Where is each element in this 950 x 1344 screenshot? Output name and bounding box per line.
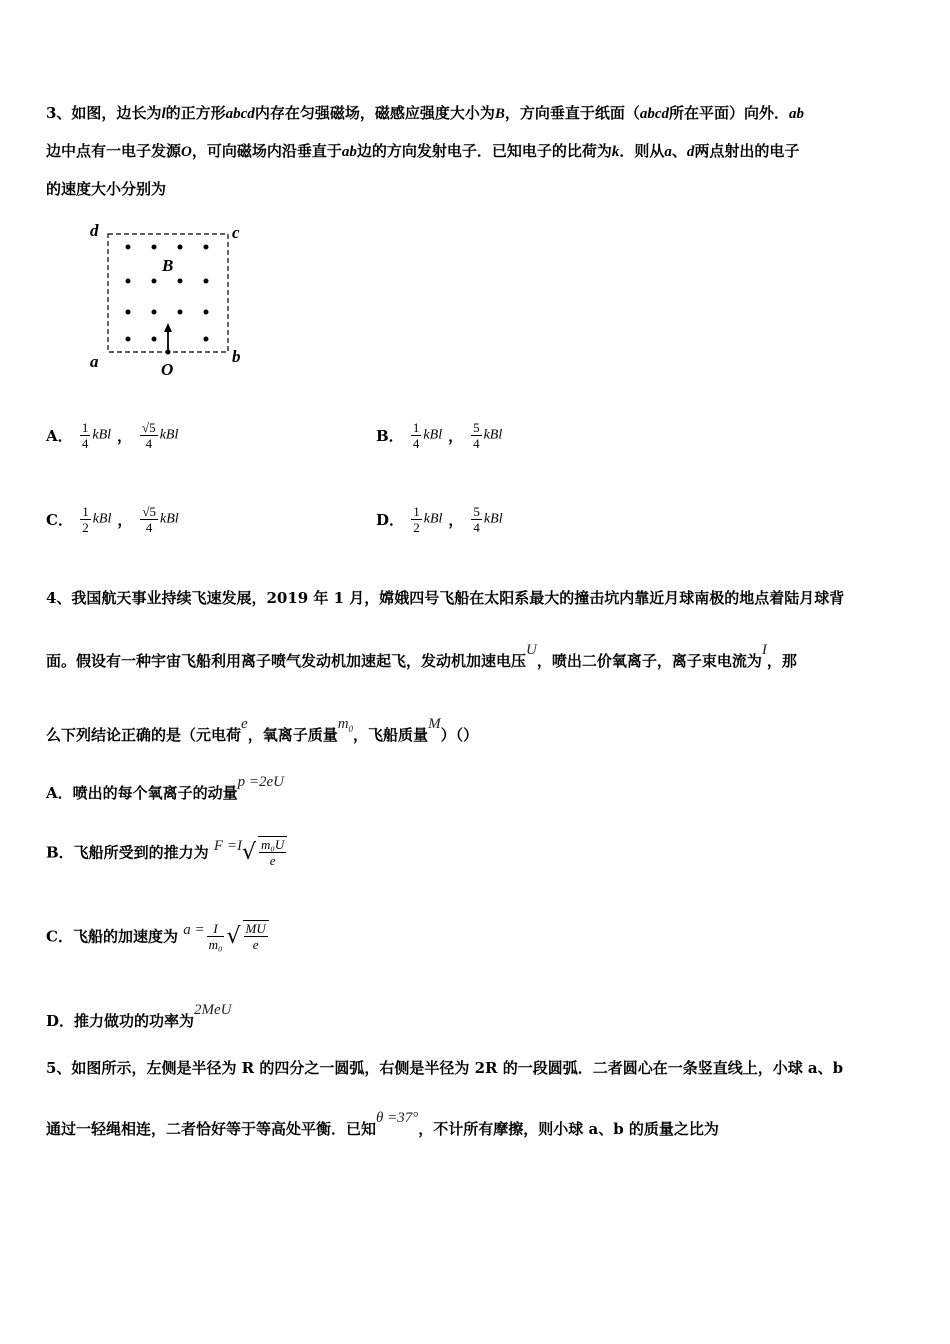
q3-line-3: 的速度大小分别为 xyxy=(46,180,167,198)
q4-option-b[interactable]: B．飞船所受到的推力为 F =I√ $\frac{\text{m₀U}}{e}$ xyxy=(46,836,289,868)
q4-line-2: 面。假设有一种宇宙飞船利用离子喷气发动机加速起飞，发动机加速电压U，喷出二价氧离子，离子束电流为I，那 xyxy=(46,642,797,670)
label-B: B xyxy=(162,256,174,275)
q5-line-1: 5、如图所示，左侧是半径为 R 的四分之一圆弧，右侧是半径为 2R 的一段圆弧．二者圆心在一条竖直线上，小球 a、b xyxy=(46,1059,844,1077)
q4-option-d[interactable]: D．推力做功的功率为2MeU xyxy=(46,1002,232,1030)
q3-option-b[interactable]: B． $\frac{1}{4}$ kBl ， $\frac{5}{4}$ kBl xyxy=(376,420,503,451)
q4-line-1: 4、我国航天事业持续飞速发展，2019 年 1 月，嫦娥四号飞船在太阳系最大的撞击坑内靠近月球南极的地点着陆月球背 xyxy=(46,589,845,607)
fraction: $\frac{5}{4}$ xyxy=(473,420,480,451)
fraction: $\frac{√5}{4}$ xyxy=(142,504,156,535)
label-c: c xyxy=(232,223,240,242)
q4-option-c[interactable]: C．飞船的加速度为 a = $\frac{I}{\text{m₀}}$ √ $\frac{MU}{e}$ xyxy=(46,920,271,952)
q3-option-d[interactable]: D． $\frac{1}{2}$ kBl ， $\frac{5}{4}$ kBl xyxy=(376,504,503,535)
fraction: $\frac{1}{4}$ xyxy=(412,420,420,451)
fraction: $\frac{I}{\text{m₀}}$ xyxy=(208,920,223,952)
label-O: O xyxy=(161,360,174,379)
q3-option-c[interactable]: C． $\frac{1}{2}$ kBl ， $\frac{√5}{4}$ kBl xyxy=(46,504,179,535)
label-d: d xyxy=(90,221,99,240)
q5-line-2: 通过一轻绳相连，二者恰好等于等高处平衡．已知θ =37°，不计所有摩擦，则小球 a、b 的质量之比为 xyxy=(46,1110,719,1138)
q3-option-a[interactable]: A． $\frac{1}{4}$ kBl ， $\frac{√5}{4}$ kBl xyxy=(46,420,179,451)
q3-line-2: 边中点有一电子发源O，可向磁场内沿垂直于ab边的方向发射电子．已知电子的比荷为k．则从a、d两点射出的电子 xyxy=(46,142,800,160)
fraction: $\frac{1}{2}$ xyxy=(413,504,420,535)
q4-line-3: 么下列结论正确的是（元电荷e，氧离子质量$m_0$，飞船质量M）（） xyxy=(46,716,479,744)
label-a: a xyxy=(90,352,99,371)
question-5 xyxy=(46,0,908,1160)
fraction: $\frac{1}{2}$ xyxy=(82,504,89,535)
sqrt-fraction: $\frac{MU}{e}$ xyxy=(243,920,269,952)
fraction: $\frac{√5}{4}$ xyxy=(142,420,156,451)
fraction: $\frac{5}{4}$ xyxy=(473,504,480,535)
sqrt-fraction: $\frac{\text{m₀U}}{e}$ xyxy=(258,836,287,868)
label-b: b xyxy=(232,347,241,366)
q4-option-a[interactable]: A．喷出的每个氧离子的动量p =2eU xyxy=(46,774,285,802)
fraction: $\frac{1}{4}$ xyxy=(81,420,89,451)
q3-line-1: 3、如图，边长为l的正方形abcd内存在匀强磁场，磁感应强度大小为B，方向垂直于纸面（abcd所在平面）向外．ab xyxy=(46,104,805,122)
